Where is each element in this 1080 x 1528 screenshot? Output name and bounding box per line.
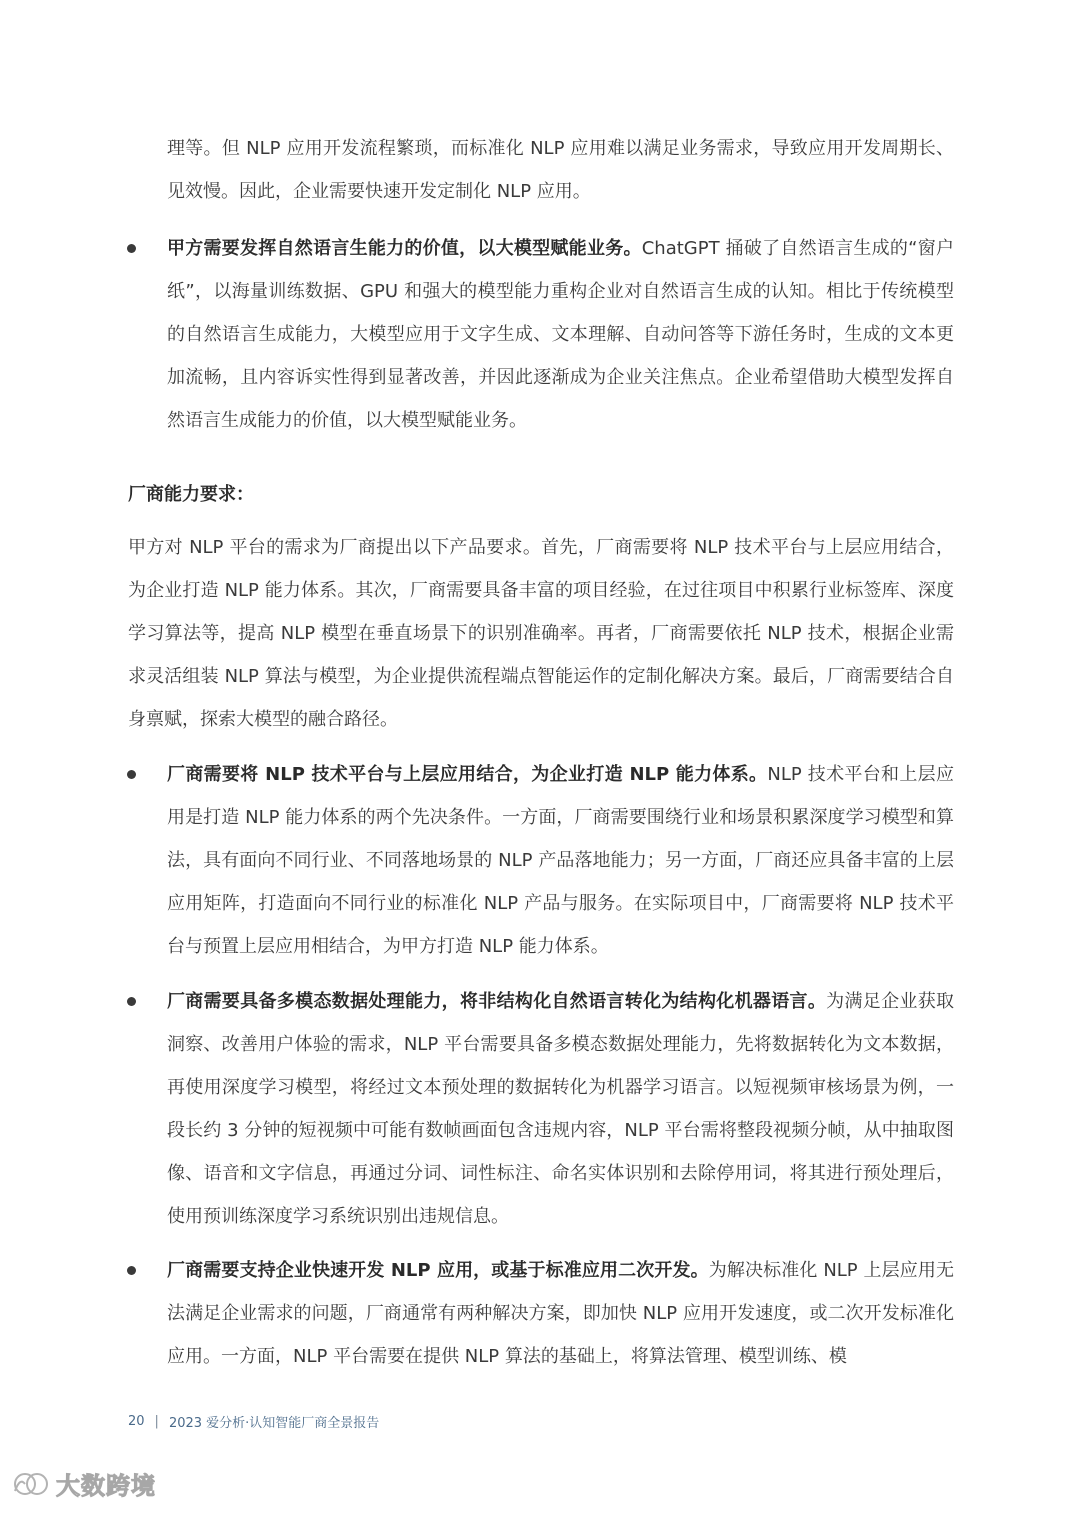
section-heading: 厂商能力要求： — [128, 484, 254, 505]
bullet-paragraph-1 — [167, 227, 954, 442]
bullet-dot-icon — [127, 997, 136, 1006]
intro-paragraph — [128, 526, 954, 741]
bullet-paragraph-4 — [167, 1249, 954, 1378]
bullet-paragraph-2 — [167, 753, 954, 968]
bullet-1-lead: 甲方需要发挥自然语言生能力的价值，以大模型赋能业务。 — [167, 238, 642, 259]
bullet-3-lead: 厂商需要具备多模态数据处理能力，将非结构化自然语言转化为结构化机器语言。 — [167, 991, 827, 1012]
bullet-dot-icon — [127, 1266, 136, 1275]
bullet-2-text: NLP 技术平台和上层应用是打造 NLP 能力体系的两个先决条件。一方面，厂商需要围绕行业和场景积累深度学习模型和算法，具有面向不同行业、不同落地场景的 NLP 产品落地能力；另一方面，厂商还应具备丰富的上层应用矩阵，打造面向不同行业的标准化 NLP 产品与服务。在实际项目中，厂商需要将 NLP 技术平台与预置上层应用相结合，为甲方打造 NLP 能力体系。 — [167, 764, 954, 957]
bullet-4-text: 为解决标准化 NLP 上层应用无法满足企业需求的问题，厂商通常有两种解决方案，即加快 NLP 应用开发速度，或二次开发标准化应用。一方面，NLP 平台需要在提供 NLP 算法的基础上，将算法管理、模型训练、模 — [167, 1260, 954, 1367]
bullet-dot-icon — [127, 770, 136, 779]
bullet-paragraph-3 — [167, 980, 954, 1238]
report-title: 2023 爱分析·认知智能厂商全景报告 — [168, 1416, 380, 1431]
watermark-text: 大数跨境 — [56, 1472, 156, 1500]
bullet-2-lead: 厂商需要将 NLP 技术平台与上层应用结合，为企业打造 NLP 能力体系。 — [167, 764, 768, 785]
watermark-logo-icon — [12, 1471, 50, 1497]
bullet-4-lead: 厂商需要支持企业快速开发 NLP 应用，或基于标准应用二次开发。 — [167, 1260, 709, 1281]
intro-text: 甲方对 NLP 平台的需求为厂商提出以下产品要求。首先，厂商需要将 NLP 技术平台与上层应用结合，为企业打造 NLP 能力体系。其次，厂商需要具备丰富的项目经验，在过往项目中积累行业标签库、深度学习算法等，提高 NLP 模型在垂直场景下的识别准确率。再者，厂商需要依托 NLP 技术，根据企业需求灵活组装 NLP 算法与模型，为企业提供流程端点智能运作的定制化解决方案。最后，厂商需要结合自身禀赋，探索大模型的融合路径。 — [128, 537, 954, 730]
page-number: 20 — [128, 1414, 145, 1429]
continuation-paragraph — [167, 127, 954, 213]
watermark — [12, 1466, 156, 1501]
page-footer — [128, 1412, 379, 1431]
continuation-text: 理等。但 NLP 应用开发流程繁琐，而标准化 NLP 应用难以满足业务需求，导致应用开发周期长、见效慢。因此，企业需要快速开发定制化 NLP 应用。 — [167, 138, 954, 202]
bullet-3-text: 为满足企业获取洞察、改善用户体验的需求，NLP 平台需要具备多模态数据处理能力，先将数据转化为文本数据，再使用深度学习模型，将经过文本预处理的数据转化为机器学习语言。以短视频审核场景为例，一段长约 3 分钟的短视频中可能有数帧画面包含违规内容，NLP 平台需将整段视频分帧，从中抽取图像、语音和文字信息，再通过分词、词性标注、命名实体识别和去除停用词，将其进行预处理后，使用预训练深度学习系统识别出违规信息。 — [167, 991, 954, 1227]
bullet-1-text: ChatGPT 捅破了自然语言生成的“窗户纸”，以海量训练数据、GPU 和强大的模型能力重构企业对自然语言生成的认知。相比于传统模型的自然语言生成能力，大模型应用于文字生成、文本理解、自动问答等下游任务时，生成的文本更加流畅，且内容诉实性得到显著改善，并因此逐渐成为企业关注焦点。企业希望借助大模型发挥自然语言生成能力的价值，以大模型赋能业务。 — [167, 238, 954, 431]
bullet-dot-icon — [127, 244, 136, 253]
footer-separator: | — [154, 1414, 159, 1429]
